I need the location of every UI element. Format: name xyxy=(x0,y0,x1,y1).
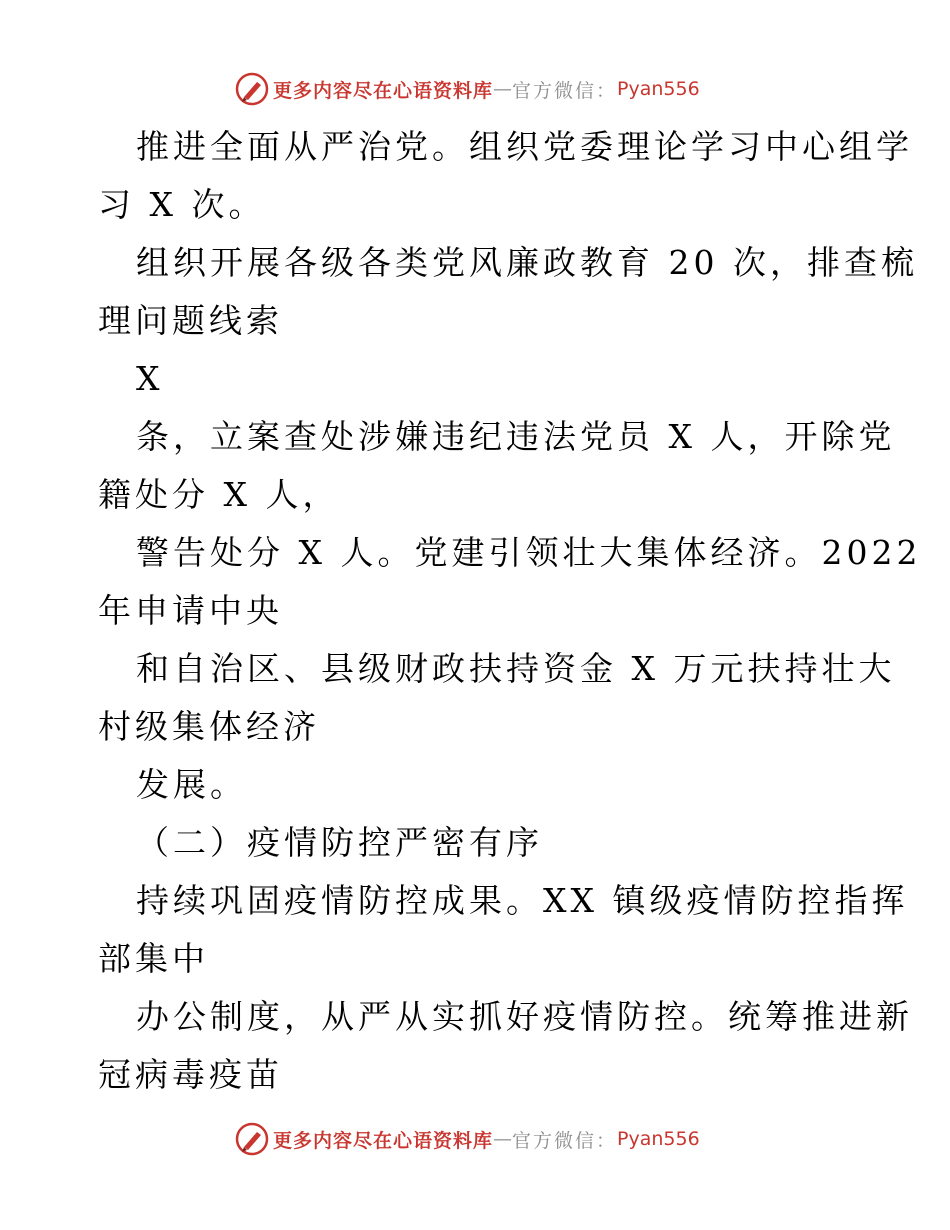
paragraph-line: 习 X 次。 xyxy=(98,185,266,224)
pen-logo-icon xyxy=(235,1122,269,1156)
header-wechat-label: 官方微信： xyxy=(512,79,618,102)
paragraph-line: 发展。 xyxy=(136,765,247,804)
footer-title: 更多内容尽在心语资料库 xyxy=(273,1129,494,1152)
paragraph-line: X xyxy=(136,359,164,398)
paragraph-line: 冠病毒疫苗 xyxy=(98,1055,283,1094)
paragraph-line: 村级集体经济 xyxy=(98,707,320,746)
footer-wechat-label: 官方微信： xyxy=(512,1129,618,1152)
pen-logo-icon xyxy=(235,72,269,106)
paragraph-line: 和自治区、县级财政扶持资金 X 万元扶持壮大 xyxy=(136,649,896,688)
paragraph-line: 组织开展各级各类党风廉政教育 20 次，排查梳 xyxy=(136,243,918,282)
paragraph-line: 警告处分 X 人。党建引领壮大集体经济。2022 xyxy=(136,533,922,572)
section-heading: （二）疫情防控严密有序 xyxy=(136,823,543,862)
paragraph-line: 条，立案查处涉嫌违纪违法党员 X 人，开除党 xyxy=(136,417,896,456)
paragraph-line: 籍处分 X 人， xyxy=(98,475,340,514)
paragraph-line: 推进全面从严治党。组织党委理论学习中心组学 xyxy=(136,127,913,166)
header-wechat-id: Pyan556 xyxy=(617,78,700,100)
footer-dash: — xyxy=(493,1128,513,1150)
paragraph-line: 办公制度，从严从实抓好疫情防控。统筹推进新 xyxy=(136,997,913,1036)
header-title: 更多内容尽在心语资料库 xyxy=(273,79,494,102)
paragraph-line: 理问题线索 xyxy=(98,301,283,340)
header-watermark xyxy=(235,72,700,106)
paragraph-line: 部集中 xyxy=(98,939,209,978)
header-dash: — xyxy=(493,78,513,100)
footer-wechat-id: Pyan556 xyxy=(617,1128,700,1150)
document-body xyxy=(98,118,922,1104)
footer-watermark xyxy=(235,1122,700,1156)
paragraph-line: 持续巩固疫情防控成果。XX 镇级疫情防控指挥 xyxy=(136,881,909,920)
paragraph-line: 年申请中央 xyxy=(98,591,283,630)
